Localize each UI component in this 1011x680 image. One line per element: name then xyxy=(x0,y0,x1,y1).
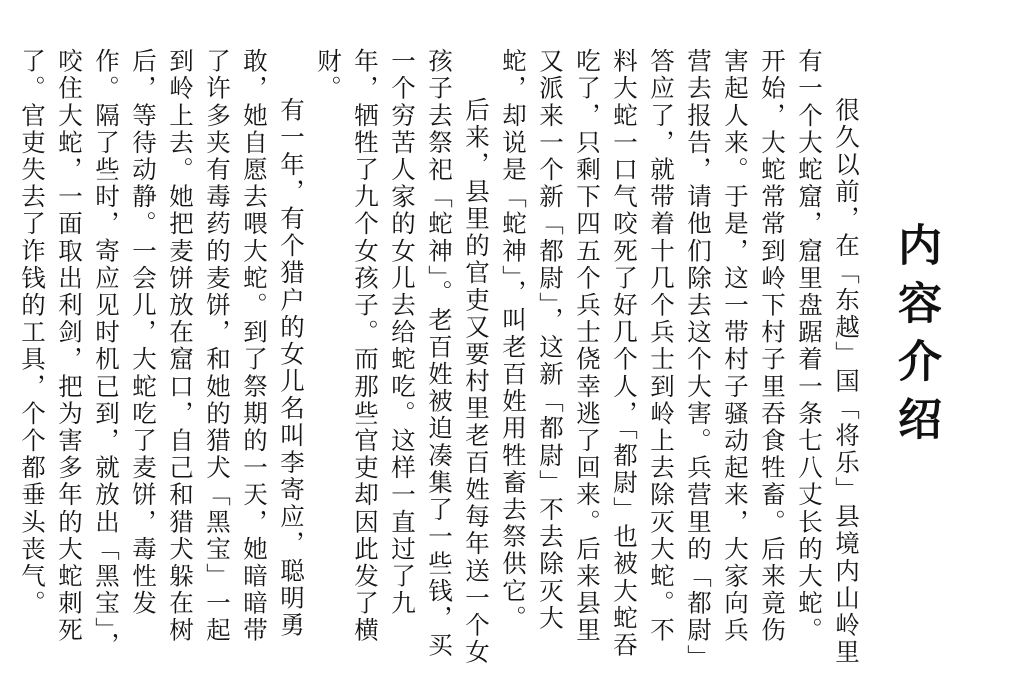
paragraph-1: 很久以前，在「东越」国「将乐」县境内山岭里有一个大蛇窟，窟里盘踞着一条七八丈长的大蛇。开始，大蛇常常到岭下村子里吞食牲畜。后来竟伤害起人来。于是，这一带村子骚动起来，大家向兵营去报告，请他们除去这个大害。兵营里的「都尉」答应了，就带着十几个兵士到岭上去除灭大蛇。不料大蛇一口气咬死了好几个人，「都尉」也被大蛇吞吃了，只剩下四五个兵士侥幸逃了回来。后来县里又派来一个新「都尉」，这新「都尉」不去除灭大蛇，却说是「蛇神」，叫老百姓用牲畜去祭供它。 xyxy=(499,48,861,667)
body-text xyxy=(18,48,865,668)
paragraph-3: 有一年，有个猎户的女儿名叫李寄应，聪明勇敢，她自愿去喂大蛇。到了祭期的一天，她暗暗带了许多夹有毒药的麦饼，和她的猎犬「黑宝」一起到岭上去。她把麦饼放在窟口，自己和猎犬躲在树后，等待动静。一会儿，大蛇吃了麦饼，毒性发作。隔了些时，寄应见时机已到，就放出「黑宝」，咬住大蛇，一面取出利剑，把为害多年的大蛇刺死了。官吏失去了诈钱的工具，个个都垂头丧气。 xyxy=(18,48,306,660)
paragraph-2: 后来，县里的官吏又要村里老百姓每年送一个女孩子去祭祀「蛇神」。老百姓被迫凑集了一些钱，买一个穷苦人家的女儿去给蛇吃。这样一直过了九年，牺牲了九个女孩子。而那些官吏却因此发了横财。 xyxy=(314,48,491,667)
page-title: 内容介绍 xyxy=(890,222,941,454)
